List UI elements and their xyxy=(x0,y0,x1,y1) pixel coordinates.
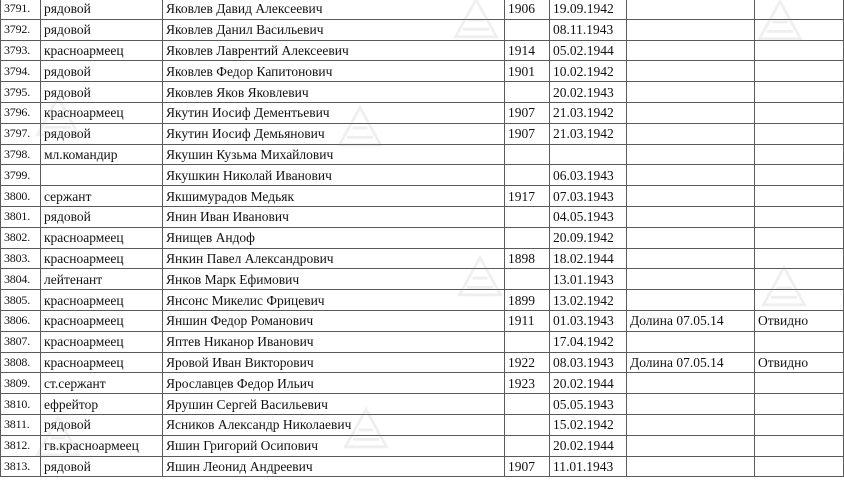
table-row xyxy=(1,269,844,290)
row-number-cell: 3801. xyxy=(1,206,41,227)
note-cell xyxy=(755,40,844,61)
reburial-info-cell xyxy=(627,456,755,477)
military-rank-cell: красноармеец xyxy=(41,352,163,373)
date-of-death-cell xyxy=(550,144,627,165)
note-cell xyxy=(755,331,844,352)
note-cell: Отвидно xyxy=(755,310,844,331)
date-of-death-cell: 04.05.1943 xyxy=(550,206,627,227)
row-number-cell: 3805. xyxy=(1,290,41,311)
date-of-death-cell: 08.03.1943 xyxy=(550,352,627,373)
row-number-cell: 3793. xyxy=(1,40,41,61)
military-rank-cell: красноармеец xyxy=(41,290,163,311)
table-body xyxy=(1,0,844,477)
date-of-death-cell: 08.11.1943 xyxy=(550,19,627,40)
table-row xyxy=(1,123,844,144)
date-of-death-cell: 20.02.1944 xyxy=(550,435,627,456)
table-row xyxy=(1,61,844,82)
reburial-info-cell xyxy=(627,227,755,248)
date-of-death-cell: 19.09.1942 xyxy=(550,0,627,19)
military-rank-cell: красноармеец xyxy=(41,248,163,269)
birth-year-cell: 1906 xyxy=(505,0,550,19)
note-cell xyxy=(755,102,844,123)
military-rank-cell: рядовой xyxy=(41,82,163,103)
row-number-cell: 3794. xyxy=(1,61,41,82)
note-cell xyxy=(755,290,844,311)
birth-year-cell xyxy=(505,414,550,435)
birth-year-cell: 1922 xyxy=(505,352,550,373)
birth-year-cell xyxy=(505,331,550,352)
date-of-death-cell: 07.03.1943 xyxy=(550,186,627,207)
reburial-info-cell xyxy=(627,248,755,269)
row-number-cell: 3810. xyxy=(1,394,41,415)
row-number-cell: 3795. xyxy=(1,82,41,103)
full-name-cell: Якушин Кузьма Михайлович xyxy=(163,144,505,165)
military-rank-cell: рядовой xyxy=(41,123,163,144)
reburial-info-cell xyxy=(627,435,755,456)
military-rank-cell: лейтенант xyxy=(41,269,163,290)
row-number-cell: 3799. xyxy=(1,165,41,186)
note-cell xyxy=(755,0,844,19)
row-number-cell: 3807. xyxy=(1,331,41,352)
full-name-cell: Яшин Григорий Осипович xyxy=(163,435,505,456)
reburial-info-cell xyxy=(627,0,755,19)
row-number-cell: 3813. xyxy=(1,456,41,477)
reburial-info-cell xyxy=(627,394,755,415)
date-of-death-cell: 20.02.1944 xyxy=(550,373,627,394)
note-cell xyxy=(755,186,844,207)
birth-year-cell xyxy=(505,394,550,415)
date-of-death-cell: 20.09.1942 xyxy=(550,227,627,248)
birth-year-cell: 1907 xyxy=(505,102,550,123)
date-of-death-cell: 06.03.1943 xyxy=(550,165,627,186)
birth-year-cell: 1914 xyxy=(505,40,550,61)
table-row xyxy=(1,82,844,103)
date-of-death-cell: 13.02.1942 xyxy=(550,290,627,311)
table-row xyxy=(1,310,844,331)
row-number-cell: 3800. xyxy=(1,186,41,207)
military-rank-cell: ст.сержант xyxy=(41,373,163,394)
row-number-cell: 3806. xyxy=(1,310,41,331)
date-of-death-cell: 15.02.1942 xyxy=(550,414,627,435)
full-name-cell: Яптев Никанор Иванович xyxy=(163,331,505,352)
reburial-info-cell xyxy=(627,19,755,40)
row-number-cell: 3804. xyxy=(1,269,41,290)
date-of-death-cell: 05.02.1944 xyxy=(550,40,627,61)
birth-year-cell: 1898 xyxy=(505,248,550,269)
military-rank-cell: рядовой xyxy=(41,61,163,82)
full-name-cell: Якшимурадов Медьяк xyxy=(163,186,505,207)
full-name-cell: Яковлев Данил Васильевич xyxy=(163,19,505,40)
full-name-cell: Яковлев Яков Яковлевич xyxy=(163,82,505,103)
table-row xyxy=(1,144,844,165)
birth-year-cell xyxy=(505,435,550,456)
table-row xyxy=(1,331,844,352)
full-name-cell: Яковлев Давид Алексеевич xyxy=(163,0,505,19)
reburial-info-cell xyxy=(627,82,755,103)
full-name-cell: Янков Марк Ефимович xyxy=(163,269,505,290)
birth-year-cell xyxy=(505,227,550,248)
military-rank-cell: красноармеец xyxy=(41,331,163,352)
full-name-cell: Ясников Александр Николаевич xyxy=(163,414,505,435)
reburial-info-cell xyxy=(627,102,755,123)
note-cell xyxy=(755,123,844,144)
row-number-cell: 3809. xyxy=(1,373,41,394)
reburial-info-cell xyxy=(627,206,755,227)
note-cell xyxy=(755,144,844,165)
note-cell: Отвидно xyxy=(755,352,844,373)
row-number-cell: 3808. xyxy=(1,352,41,373)
full-name-cell: Яншин Федор Романович xyxy=(163,310,505,331)
full-name-cell: Якушкин Николай Иванович xyxy=(163,165,505,186)
note-cell xyxy=(755,435,844,456)
note-cell xyxy=(755,61,844,82)
military-rank-cell: рядовой xyxy=(41,456,163,477)
table-row xyxy=(1,435,844,456)
row-number-cell: 3792. xyxy=(1,19,41,40)
note-cell xyxy=(755,248,844,269)
military-rank-cell: рядовой xyxy=(41,414,163,435)
row-number-cell: 3797. xyxy=(1,123,41,144)
date-of-death-cell: 10.02.1942 xyxy=(550,61,627,82)
note-cell xyxy=(755,19,844,40)
birth-year-cell: 1899 xyxy=(505,290,550,311)
birth-year-cell: 1911 xyxy=(505,310,550,331)
note-cell xyxy=(755,394,844,415)
row-number-cell: 3796. xyxy=(1,102,41,123)
full-name-cell: Яшин Леонид Андреевич xyxy=(163,456,505,477)
date-of-death-cell: 05.05.1943 xyxy=(550,394,627,415)
reburial-info-cell xyxy=(627,165,755,186)
reburial-info-cell xyxy=(627,40,755,61)
reburial-info-cell xyxy=(627,290,755,311)
birth-year-cell xyxy=(505,19,550,40)
birth-year-cell: 1923 xyxy=(505,373,550,394)
note-cell xyxy=(755,206,844,227)
table-row xyxy=(1,165,844,186)
table-row xyxy=(1,0,844,19)
reburial-info-cell xyxy=(627,331,755,352)
military-rank-cell: сержант xyxy=(41,186,163,207)
military-rank-cell: красноармеец xyxy=(41,227,163,248)
military-rank-cell: гв.красноармеец xyxy=(41,435,163,456)
table-row xyxy=(1,414,844,435)
full-name-cell: Ярушин Сергей Васильевич xyxy=(163,394,505,415)
reburial-info-cell: Долина 07.05.14 xyxy=(627,352,755,373)
note-cell xyxy=(755,414,844,435)
row-number-cell: 3802. xyxy=(1,227,41,248)
reburial-info-cell xyxy=(627,61,755,82)
full-name-cell: Янсонс Микелис Фрицевич xyxy=(163,290,505,311)
reburial-info-cell xyxy=(627,123,755,144)
military-rank-cell: рядовой xyxy=(41,206,163,227)
full-name-cell: Яковлев Федор Капитонович xyxy=(163,61,505,82)
table-row xyxy=(1,19,844,40)
note-cell xyxy=(755,82,844,103)
date-of-death-cell: 21.03.1942 xyxy=(550,102,627,123)
military-rank-cell: красноармеец xyxy=(41,310,163,331)
military-rank-cell: красноармеец xyxy=(41,40,163,61)
birth-year-cell xyxy=(505,269,550,290)
birth-year-cell: 1907 xyxy=(505,123,550,144)
table-row xyxy=(1,373,844,394)
birth-year-cell xyxy=(505,206,550,227)
date-of-death-cell: 13.01.1943 xyxy=(550,269,627,290)
full-name-cell: Янищев Андоф xyxy=(163,227,505,248)
note-cell xyxy=(755,227,844,248)
reburial-info-cell xyxy=(627,373,755,394)
birth-year-cell xyxy=(505,165,550,186)
row-number-cell: 3811. xyxy=(1,414,41,435)
birth-year-cell xyxy=(505,144,550,165)
note-cell xyxy=(755,165,844,186)
note-cell xyxy=(755,269,844,290)
full-name-cell: Якутин Иосиф Демьянович xyxy=(163,123,505,144)
table-row xyxy=(1,352,844,373)
note-cell xyxy=(755,373,844,394)
birth-year-cell: 1907 xyxy=(505,456,550,477)
table-row xyxy=(1,102,844,123)
row-number-cell: 3803. xyxy=(1,248,41,269)
table-row xyxy=(1,40,844,61)
table-row xyxy=(1,186,844,207)
full-name-cell: Яковлев Лаврентий Алексеевич xyxy=(163,40,505,61)
military-rank-cell: мл.командир xyxy=(41,144,163,165)
date-of-death-cell: 11.01.1943 xyxy=(550,456,627,477)
table-row xyxy=(1,290,844,311)
military-rank-cell xyxy=(41,165,163,186)
reburial-info-cell xyxy=(627,269,755,290)
date-of-death-cell: 18.02.1944 xyxy=(550,248,627,269)
full-name-cell: Янкин Павел Александрович xyxy=(163,248,505,269)
date-of-death-cell: 20.02.1943 xyxy=(550,82,627,103)
birth-year-cell: 1917 xyxy=(505,186,550,207)
date-of-death-cell: 21.03.1942 xyxy=(550,123,627,144)
military-rank-cell: рядовой xyxy=(41,19,163,40)
birth-year-cell: 1901 xyxy=(505,61,550,82)
date-of-death-cell: 17.04.1942 xyxy=(550,331,627,352)
full-name-cell: Янин Иван Иванович xyxy=(163,206,505,227)
full-name-cell: Ярославцев Федор Ильич xyxy=(163,373,505,394)
military-rank-cell: рядовой xyxy=(41,0,163,19)
date-of-death-cell: 01.03.1943 xyxy=(550,310,627,331)
reburial-info-cell xyxy=(627,414,755,435)
row-number-cell: 3812. xyxy=(1,435,41,456)
full-name-cell: Якутин Иосиф Дементьевич xyxy=(163,102,505,123)
table-row xyxy=(1,248,844,269)
table-row xyxy=(1,456,844,477)
full-name-cell: Яровой Иван Викторович xyxy=(163,352,505,373)
reburial-info-cell xyxy=(627,144,755,165)
military-rank-cell: ефрейтор xyxy=(41,394,163,415)
table-row xyxy=(1,206,844,227)
birth-year-cell xyxy=(505,82,550,103)
military-rank-cell: красноармеец xyxy=(41,102,163,123)
table-row xyxy=(1,394,844,415)
reburial-info-cell: Долина 07.05.14 xyxy=(627,310,755,331)
note-cell xyxy=(755,456,844,477)
reburial-info-cell xyxy=(627,186,755,207)
row-number-cell: 3791. xyxy=(1,0,41,19)
row-number-cell: 3798. xyxy=(1,144,41,165)
table-row xyxy=(1,227,844,248)
